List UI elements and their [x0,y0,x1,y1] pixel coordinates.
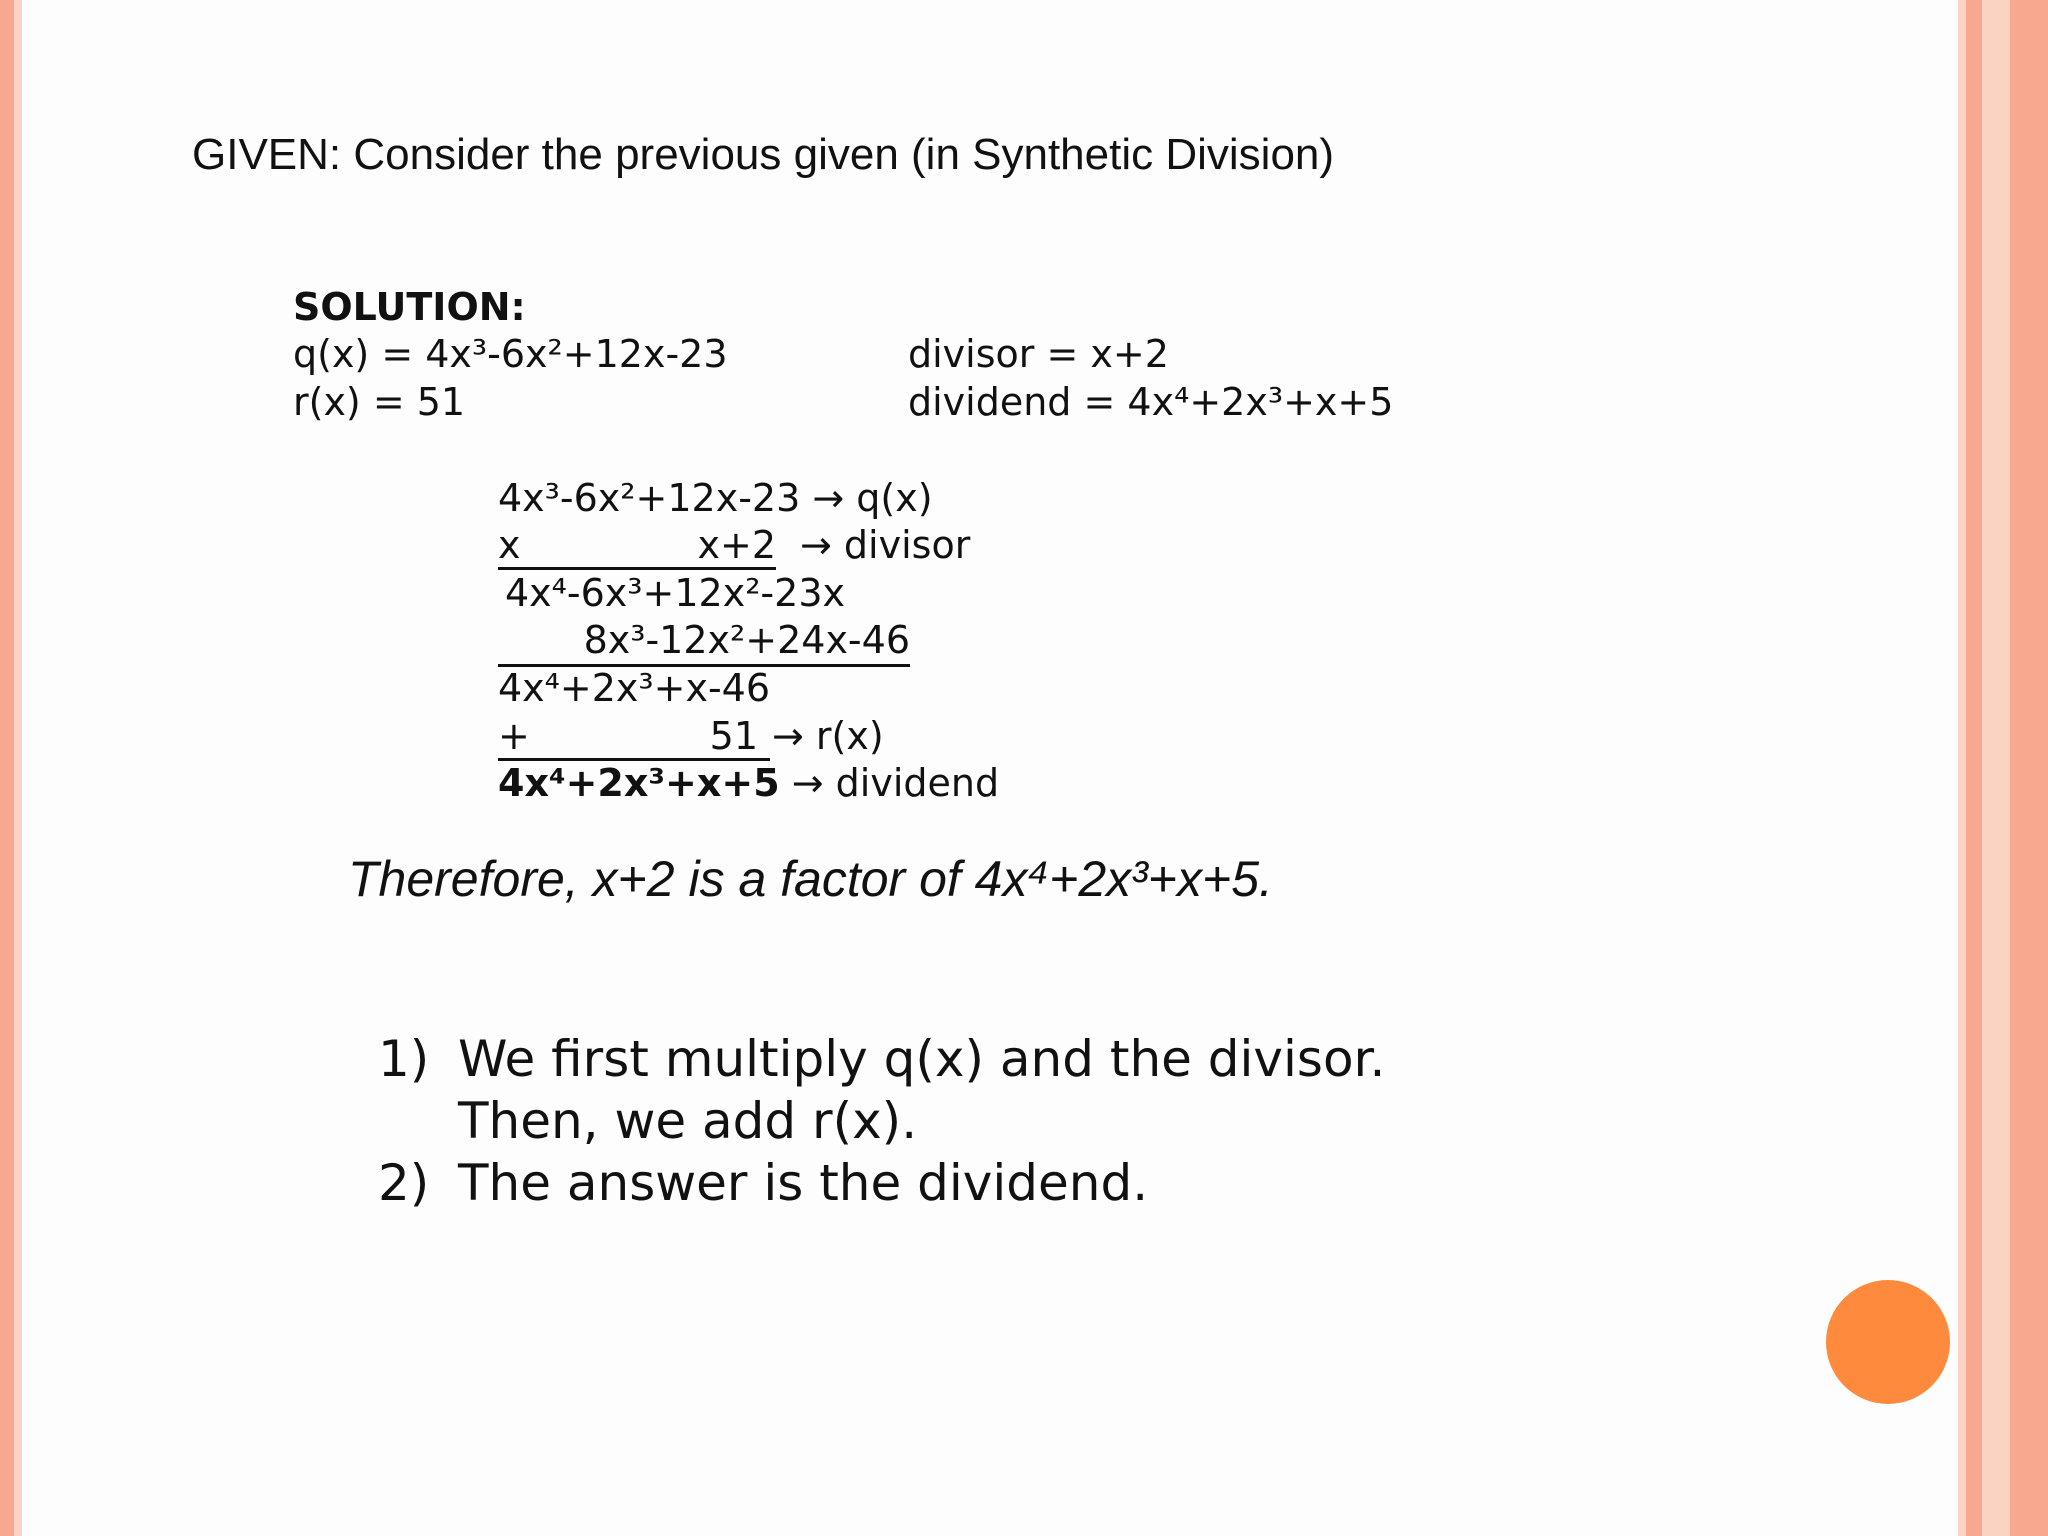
step-number: 2) [378,1154,430,1212]
step-text: The answer is the dividend. [458,1154,1149,1212]
quotient-line: q(x) = 4x³-6x²+12x-23 [293,332,728,376]
work-quotient-row: 4x³-6x²+12x-23 → q(x) [498,476,933,520]
left-border-stripe [0,0,14,1536]
work-multiplier-row [498,523,776,570]
work-remainder: 51 [709,714,758,758]
work-partial-product-2: 8x³-12x²+24x-46 [498,618,910,667]
right-border-stripe-light [1958,0,1966,1536]
given-heading: GIVEN: Consider the previous given (in Synthetic Division) [192,130,1335,179]
work-product-sum: 4x⁴+2x³+x-46 [498,666,771,710]
work-plus-sign: + [498,714,530,758]
step-number: 1) [378,1030,430,1088]
work-result: 4x⁴+2x³+x+5 [498,761,780,805]
work-partial-product-1: 4x⁴-6x³+12x²-23x [505,571,845,615]
solution-label: SOLUTION: [293,285,526,329]
left-border-stripe-light [14,0,22,1536]
divisor-line: divisor = x+2 [908,332,1169,376]
step-text: We first multiply q(x) and the divisor. [458,1030,1386,1088]
step-text: Then, we add r(x). [458,1092,918,1150]
right-border-stripe-light-2 [1982,0,2010,1536]
dividend-line: dividend = 4x⁴+2x³+x+5 [908,380,1394,424]
work-divisor: x+2 [697,523,776,567]
work-add-remainder-row [498,714,770,761]
remainder-line: r(x) = 51 [293,380,466,424]
work-result-row [498,761,999,805]
right-border-stripe [1966,0,1982,1536]
right-border-stripe-2 [2010,0,2048,1536]
orange-circle-decoration [1826,1280,1950,1404]
work-x: x [498,523,521,567]
conclusion-text: Therefore, x+2 is a factor of 4x⁴+2x³+x+5. [348,851,1273,907]
work-divisor-label: → divisor [800,523,971,567]
work-remainder-label: → r(x) [772,714,884,758]
work-result-label: → dividend [779,761,1000,805]
